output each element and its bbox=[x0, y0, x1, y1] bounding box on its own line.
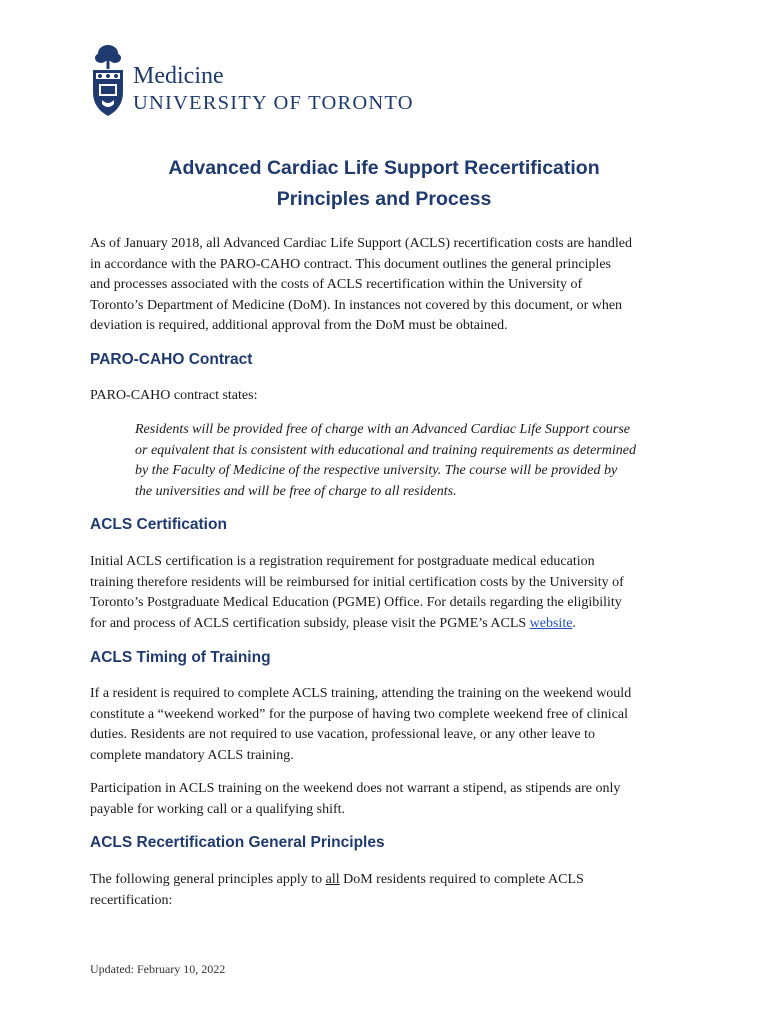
logo-university-text: UNIVERSITY OF TORONTO bbox=[133, 92, 414, 114]
paro-states: PARO-CAHO contract states: bbox=[90, 388, 258, 403]
timing-line: payable for working call or a qualifying shift. bbox=[90, 801, 346, 817]
timing-line: complete mandatory ACLS training. bbox=[90, 747, 294, 763]
timing-line: duties. Residents are not required to use vacation, professional leave, or any other leave to bbox=[90, 727, 595, 742]
heading-acls-recertification: ACLS Recertification General Principles bbox=[90, 834, 385, 851]
heading-paro-caho: PARO-CAHO Contract bbox=[90, 351, 253, 368]
page-title-line2: Principles and Process bbox=[276, 188, 492, 210]
timing-paragraph-2 bbox=[90, 779, 690, 820]
recert-emphasis: all bbox=[325, 872, 340, 887]
quote-line: the universities and will be free of charge to all residents. bbox=[135, 483, 457, 499]
intro-line: Toronto’s Department of Medicine (DoM). In instances not covered by this document, or when bbox=[90, 297, 623, 313]
updated-date: Updated: February 10, 2022 bbox=[90, 962, 226, 976]
timing-paragraph-1 bbox=[90, 684, 690, 766]
intro-line: and processes associated with the costs of ACLS recertification within the University of bbox=[90, 277, 583, 292]
recert-text: DoM residents required to complete ACLS bbox=[339, 872, 584, 887]
quote-line: or equivalent that is consistent with educational and training requirements as determined bbox=[135, 442, 636, 458]
certification-text: for and process of ACLS certification subsidy, please visit the PGME’s ACLS bbox=[90, 615, 530, 631]
intro-line: deviation is required, additional approval from the DoM must be obtained. bbox=[90, 318, 508, 333]
intro-line: As of January 2018, all Advanced Cardiac Life Support (ACLS) recertification costs are handled bbox=[90, 236, 632, 251]
intro-paragraph bbox=[90, 234, 690, 337]
recert-text: The following general principles apply to bbox=[90, 872, 326, 887]
page-title-line1: Advanced Cardiac Life Support Recertification bbox=[168, 157, 600, 179]
recert-line bbox=[90, 870, 690, 891]
certification-paragraph bbox=[90, 552, 690, 634]
timing-line: Participation in ACLS training on the weekend does not warrant a stipend, as stipends are only bbox=[90, 781, 621, 796]
period-text: . bbox=[572, 615, 576, 631]
timing-line: constitute a “weekend worked” for the purpose of having two complete weekend free of clinical bbox=[90, 706, 629, 722]
timing-line: If a resident is required to complete ACLS training, attending the training on the weekend would bbox=[90, 686, 632, 701]
quote-line: Residents will be provided free of charge with an Advanced Cardiac Life Support course bbox=[135, 422, 630, 437]
heading-acls-timing: ACLS Timing of Training bbox=[90, 649, 271, 666]
quote-line: by the Faculty of Medicine of the respective university. The course will be provided by bbox=[135, 463, 618, 478]
certification-line: training therefore residents will be reimbursed for initial certification costs by the University of bbox=[90, 574, 624, 590]
uoft-medicine-logo bbox=[90, 44, 430, 119]
certification-line: Toronto’s Postgraduate Medical Education (PGME) Office. For details regarding the eligibility bbox=[90, 595, 622, 610]
recert-paragraph bbox=[90, 870, 690, 911]
heading-acls-certification: ACLS Certification bbox=[90, 516, 227, 533]
logo-medicine-text: Medicine bbox=[133, 63, 224, 89]
uoft-crest-icon bbox=[90, 44, 126, 119]
certification-line bbox=[90, 614, 690, 635]
pgme-website-link[interactable]: website bbox=[529, 615, 573, 631]
certification-line: Initial ACLS certification is a registration requirement for postgraduate medical education bbox=[90, 554, 595, 569]
contract-quote bbox=[135, 420, 695, 502]
intro-line: in accordance with the PARO-CAHO contract. This document outlines the general principles bbox=[90, 256, 611, 272]
recert-line: recertification: bbox=[90, 892, 173, 908]
